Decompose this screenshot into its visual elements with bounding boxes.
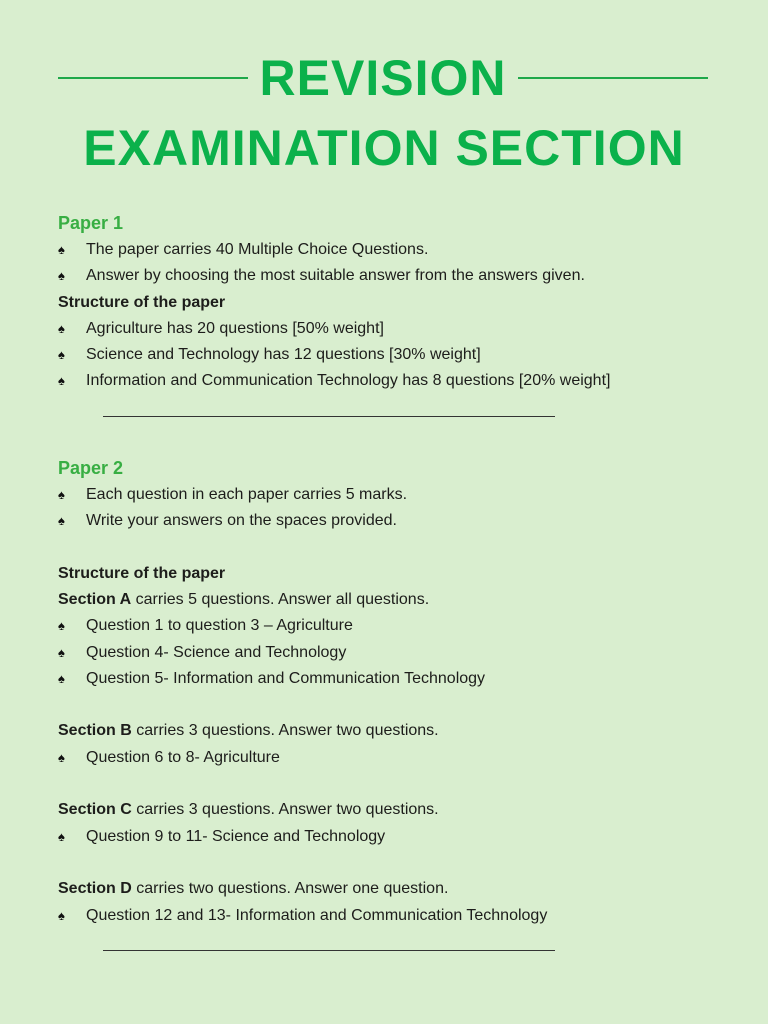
- spade-bullet-icon: ♠: [58, 749, 65, 765]
- list-item-text: Write your answers on the spaces provided.: [86, 512, 397, 530]
- list-item: [58, 508, 718, 534]
- section-b-line: [58, 718, 718, 744]
- spade-bullet-icon: ♠: [58, 907, 65, 923]
- list-item-text: Answer by choosing the most suitable answer from the answers given.: [86, 267, 585, 285]
- section-d-text: carries two questions. Answer one question.: [131, 880, 449, 898]
- list-item-text: Question 5- Information and Communication Technology: [86, 669, 486, 687]
- list-item: [58, 903, 718, 929]
- list-item: [58, 342, 718, 368]
- spade-bullet-icon: ♠: [58, 618, 65, 634]
- section-b-label: Section B: [58, 722, 132, 740]
- list-item: [58, 482, 718, 508]
- spade-bullet-icon: ♠: [58, 347, 65, 363]
- section-d-line: [58, 876, 718, 902]
- title-row: [58, 48, 708, 108]
- spade-bullet-icon: ♠: [58, 644, 65, 660]
- content: [58, 209, 718, 951]
- section-a-label: Section A: [58, 590, 132, 608]
- page-title-line2: EXAMINATION SECTION: [83, 120, 685, 176]
- spade-bullet-icon: ♠: [58, 828, 65, 844]
- list-item-text: Agriculture has 20 questions [50% weight]: [86, 319, 384, 337]
- list-item-text: Question 12 and 13- Information and Communication Technology: [86, 906, 548, 924]
- section-a-text: carries 5 questions. Answer all questions.: [131, 590, 430, 608]
- spade-bullet-icon: ♠: [58, 486, 65, 502]
- paper2-structure-heading: Structure of the paper: [58, 564, 226, 582]
- title-rule-left: [58, 77, 248, 79]
- spade-bullet-icon: ♠: [58, 513, 65, 529]
- spade-bullet-icon: ♠: [58, 670, 65, 686]
- spade-bullet-icon: ♠: [58, 242, 65, 257]
- spade-bullet-icon: ♠: [58, 320, 65, 336]
- list-item-text: Question 9 to 11- Science and Technology: [86, 827, 386, 845]
- list-item: [58, 745, 718, 771]
- paper1-structure-heading: Structure of the paper: [58, 293, 226, 311]
- section-d-label: Section D: [58, 880, 132, 898]
- section-c-text: carries 3 questions. Answer two questions.: [131, 801, 439, 819]
- list-item-text: Information and Communication Technology has 8 questions [20% weight]: [86, 372, 611, 390]
- paper1-heading: Paper 1: [58, 213, 124, 233]
- spade-bullet-icon: ♠: [58, 373, 65, 389]
- page-title-line1: REVISION: [259, 50, 507, 106]
- section-c-line: [58, 797, 718, 823]
- list-item: [58, 640, 718, 666]
- list-item: [58, 666, 718, 692]
- list-item-text: Each question in each paper carries 5 marks.: [86, 485, 408, 503]
- list-item-text: Question 1 to question 3 – Agriculture: [86, 617, 353, 635]
- section-b-text: carries 3 questions. Answer two questions.: [131, 722, 439, 740]
- list-item-text: The paper carries 40 Multiple Choice Questions.: [86, 241, 429, 258]
- list-item: [58, 263, 718, 289]
- section-a-line: [58, 587, 718, 613]
- paper2-heading: Paper 2: [58, 457, 124, 478]
- list-item: [58, 824, 718, 850]
- list-item: [58, 613, 718, 639]
- list-item-text: Question 6 to 8- Agriculture: [86, 748, 280, 766]
- list-item-text: Question 4- Science and Technology: [86, 643, 347, 661]
- spade-bullet-icon: ♠: [58, 268, 65, 284]
- list-item: [58, 368, 718, 394]
- list-item: [58, 316, 718, 342]
- title-rule-right: [518, 77, 708, 79]
- list-item-text: Science and Technology has 12 questions [30% weight]: [86, 346, 481, 364]
- section-c-label: Section C: [58, 801, 132, 819]
- divider: [103, 950, 555, 951]
- list-item: [58, 237, 718, 263]
